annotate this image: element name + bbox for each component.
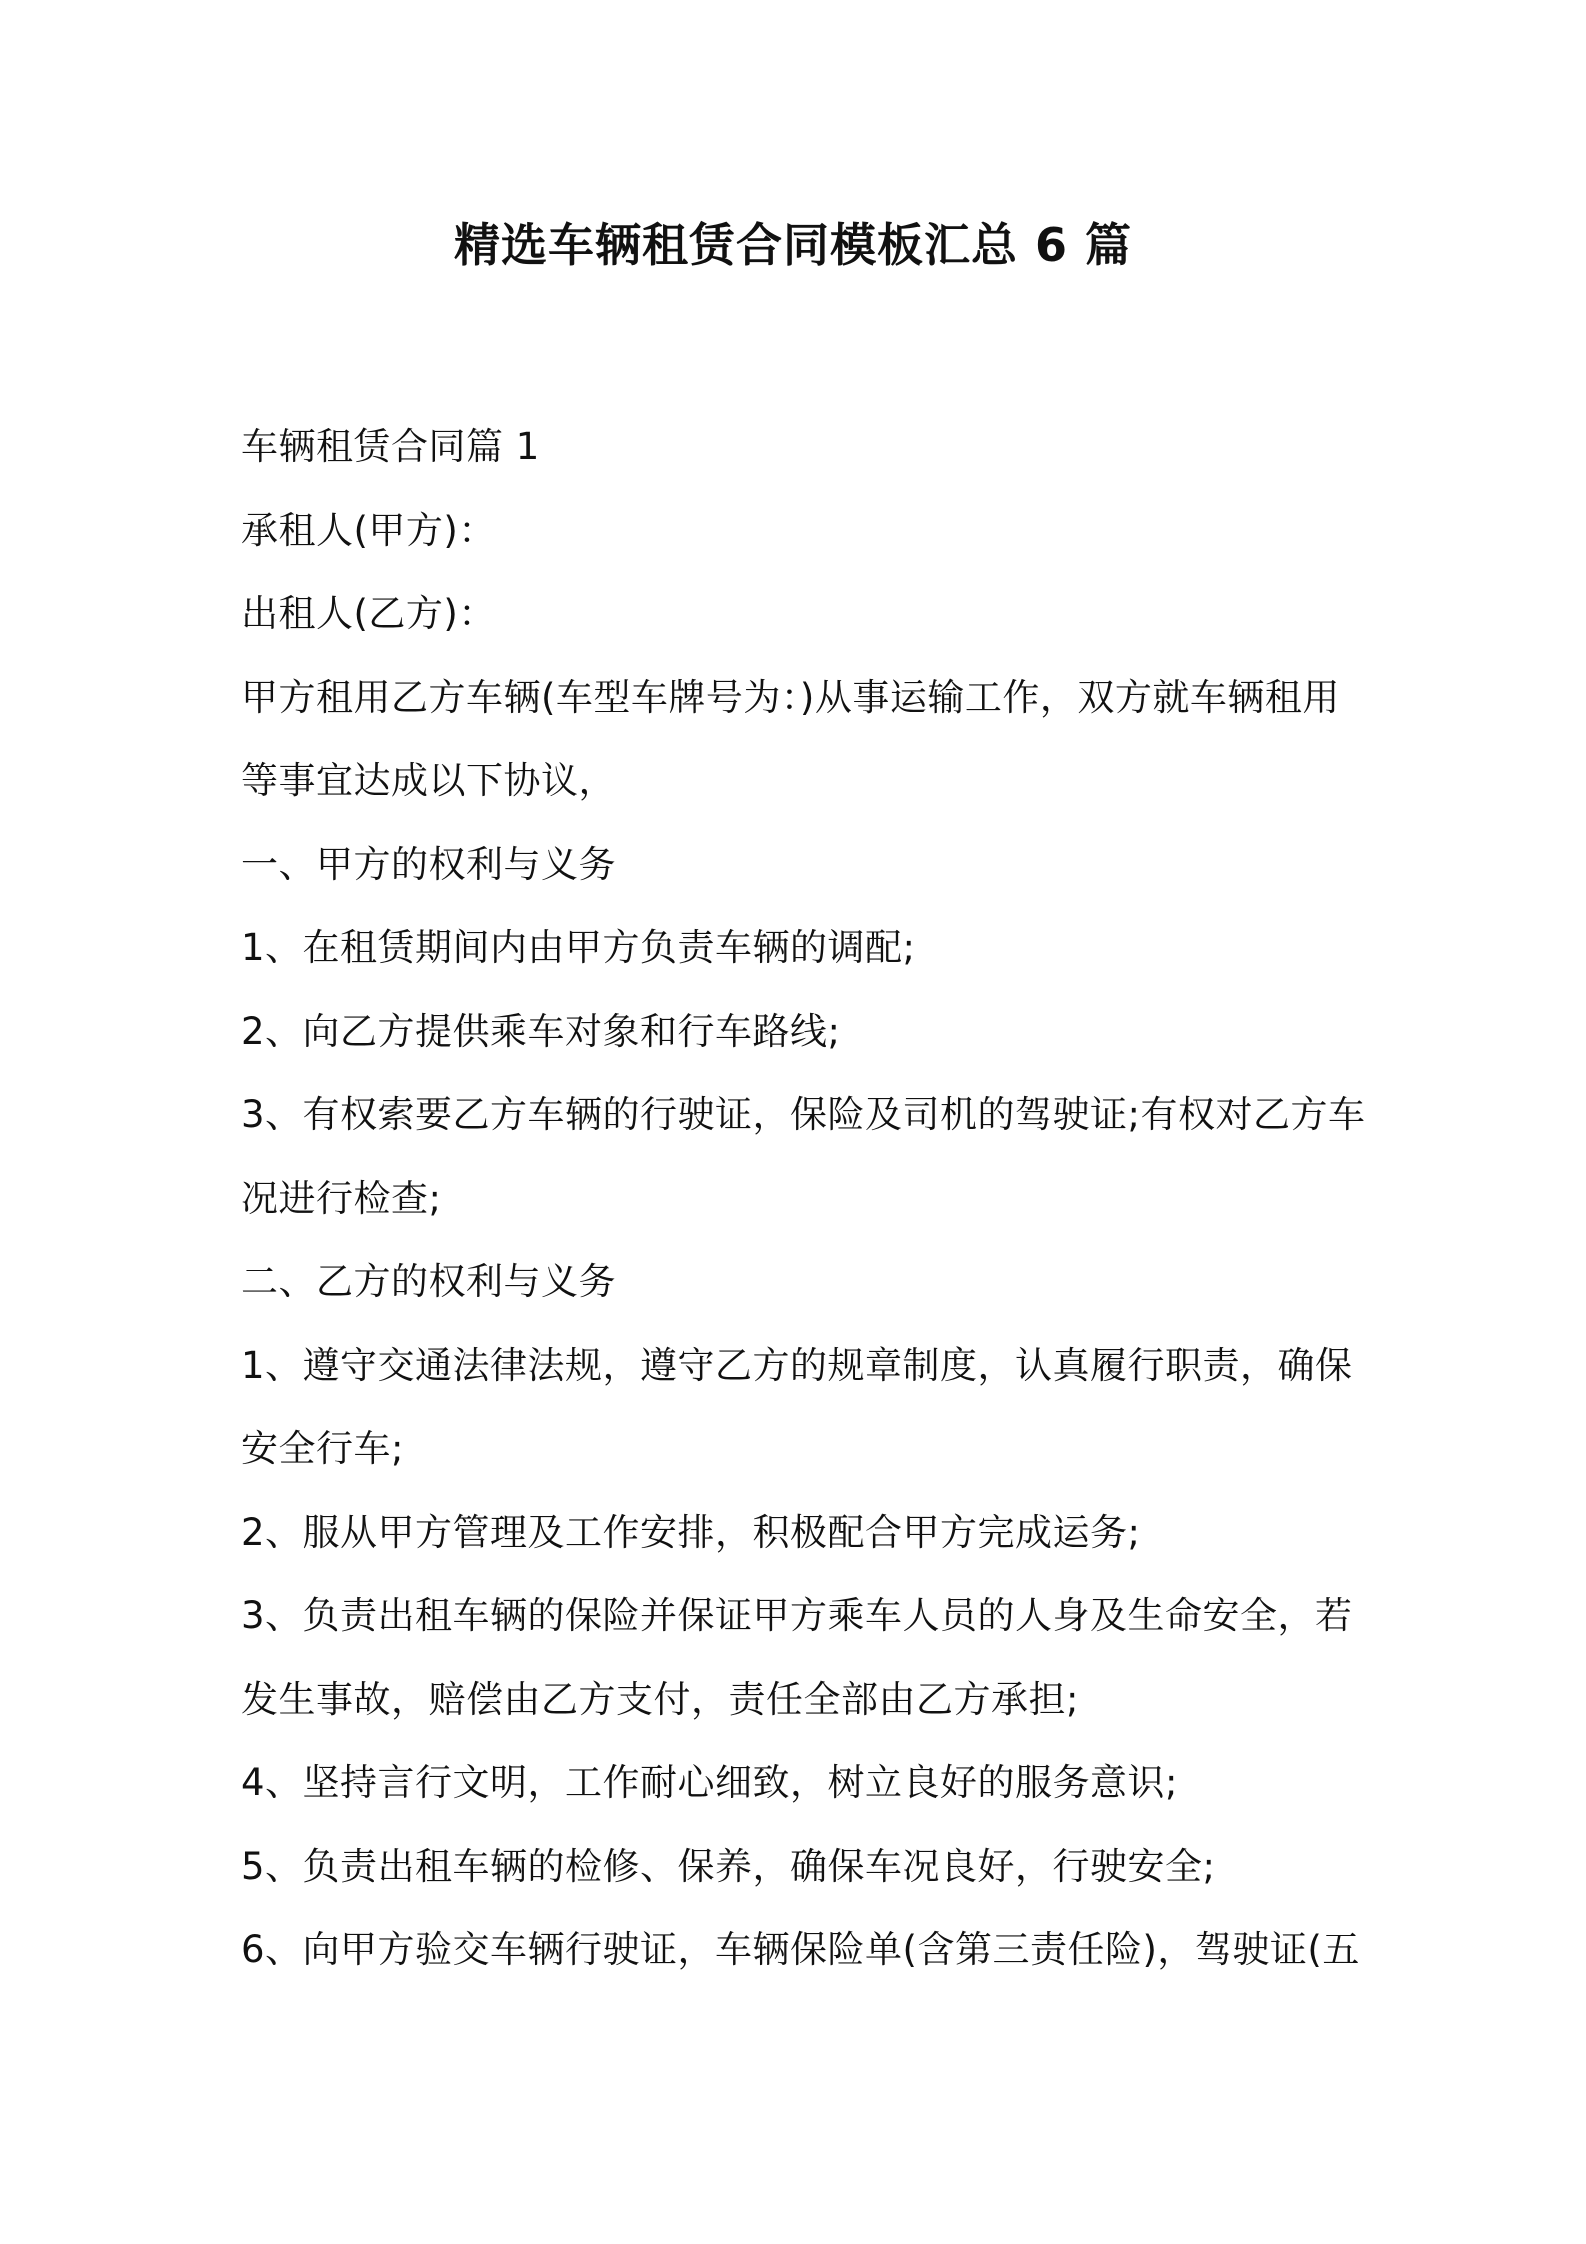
- clause-heading: 二、乙方的权利与义务: [241, 1260, 616, 1303]
- clause-item: 4、坚持言行文明，工作耐心细致，树立良好的服务意识;: [241, 1761, 1179, 1804]
- clause-item: 3、有权索要乙方车辆的行驶证，保险及司机的驾驶证;有权对乙方车: [241, 1093, 1366, 1136]
- clause-item: 1、在租赁期间内由甲方负责车辆的调配;: [241, 926, 916, 969]
- clause-item: 安全行车;: [241, 1427, 404, 1470]
- clause-item: 3、负责出租车辆的保险并保证甲方乘车人员的人身及生命安全，若: [241, 1594, 1353, 1637]
- clause-item: 6、向甲方验交车辆行驶证，车辆保险单(含第三责任险)，驾驶证(五: [241, 1928, 1360, 1971]
- clause-item: 5、负责出租车辆的检修、保养，确保车况良好，行驶安全;: [241, 1844, 1216, 1888]
- clause-item: 发生事故，赔偿由乙方支付，责任全部由乙方承担;: [241, 1677, 1079, 1721]
- body-line: 等事宜达成以下协议，: [241, 759, 616, 802]
- section-heading: 车辆租赁合同篇 1: [241, 425, 540, 468]
- clause-item: 况进行检查;: [241, 1176, 442, 1220]
- party-a-line: 承租人(甲方)：: [241, 508, 496, 552]
- clause-item: 2、服从甲方管理及工作安排，积极配合甲方完成运务;: [241, 1510, 1141, 1554]
- document-body: [241, 405, 1366, 1992]
- party-b-line: 出租人(乙方)：: [241, 592, 496, 635]
- clause-heading: 一、甲方的权利与义务: [241, 842, 616, 886]
- body-line: 甲方租用乙方车辆(车型车牌号为：)从事运输工作，双方就车辆租用: [241, 675, 1340, 719]
- clause-item: 1、遵守交通法律法规，遵守乙方的规章制度，认真履行职责，确保: [241, 1343, 1353, 1387]
- clause-item: 2、向乙方提供乘车对象和行车路线;: [241, 1009, 841, 1053]
- document-title: 精选车辆租赁合同模板汇总 6 篇: [453, 218, 1133, 272]
